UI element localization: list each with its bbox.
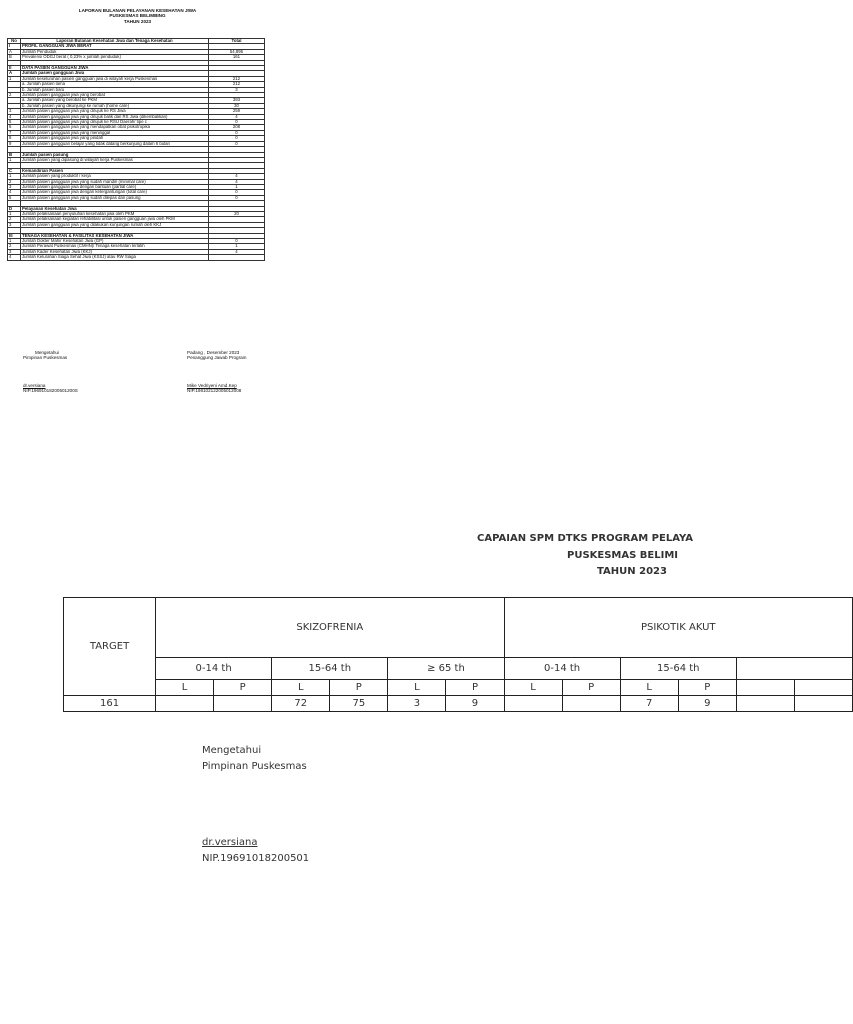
- report-row-label: Jumlah pasien gangguan jiwa yang sudah dilepas dari pasung: [21, 195, 209, 200]
- spm-sex: P: [678, 680, 736, 696]
- report-row-label: Jumlah Kader Kesehatan Jiwa (KKJ): [21, 249, 209, 254]
- report-row-no: 4: [8, 190, 21, 195]
- spm-age-band: 0-14 th: [156, 658, 272, 680]
- report-row-no: D: [8, 206, 21, 211]
- report-row-label: Jumlah pasien gangguan jiwa yang berobat: [21, 93, 209, 98]
- spm-value-empty: [794, 696, 852, 712]
- spm-value: [562, 696, 620, 712]
- report-row-label: Jumlah pelaksanaan kegiatan rehabilitasi untuk pasien gangguan jiwa oleh PKM: [21, 217, 209, 222]
- spm-age-band: 0-14 th: [504, 658, 620, 680]
- sign-right-nip: NIP.198102122005012008: [187, 388, 242, 394]
- report-sign-right: [187, 350, 247, 394]
- spm-sex-empty: [794, 680, 852, 696]
- report-row-total: 3: [209, 87, 265, 92]
- spm-sign-name: dr.versiana: [202, 837, 258, 848]
- spm-age-band-empty: [736, 658, 852, 680]
- report-row-total: 0: [209, 130, 265, 135]
- spm-value: [504, 696, 562, 712]
- spm-target-value: 161: [64, 696, 156, 712]
- spm-age-row: [64, 658, 853, 680]
- report-row-total: 393: [209, 98, 265, 103]
- report-row-no: 1: [8, 238, 21, 243]
- sign-left-line1: Mengetahui: [35, 350, 60, 355]
- spm-target-header: TARGET: [64, 598, 156, 696]
- report-row-total: 259: [209, 109, 265, 114]
- col-header-no: No: [8, 39, 21, 44]
- sign-left-name: dr.versiana: [23, 382, 46, 388]
- report-row-label: Kemandirian Pasien: [21, 168, 209, 173]
- report-row-no: 2: [8, 93, 21, 98]
- spm-value: [214, 696, 272, 712]
- report-row-total: 0: [209, 190, 265, 195]
- report-row-no: 3: [8, 249, 21, 254]
- spm-sex-row: [64, 680, 853, 696]
- spm-sex: P: [330, 680, 388, 696]
- report-row-label: Jumlah pasien gangguan belajar yang tidak datang berkunjung dalam 6 bulan: [21, 141, 209, 146]
- report-row-label: PROFIL GANGGUAN JIWA BERAT: [21, 44, 209, 49]
- report-row-total: 20: [209, 211, 265, 216]
- col-header-label: Laporan Bulanan Kesehatan Jiwa dan Tenaga Kesehatan: [21, 39, 209, 44]
- report-row-label: b. Jumlah pasien yang dikunjungi ke rumah (home care): [21, 103, 209, 108]
- spm-title-line-2: PUSKESMAS BELIMI: [567, 550, 679, 561]
- spm-sex: P: [446, 680, 504, 696]
- report-row-label: Jumlah pasien gangguan jiwa yang dirujuk ke RS Jiwa: [21, 109, 209, 114]
- report-row-no: B: [8, 152, 21, 157]
- report-row-label: Jumlah Perawat Puskesmas (CMHN)/ Tenaga kesehatan terlatih: [21, 244, 209, 249]
- spm-sex: L: [156, 680, 214, 696]
- spm-sex-empty: [736, 680, 794, 696]
- report-row-total: 208: [209, 125, 265, 130]
- report-row-total: 30: [209, 103, 265, 108]
- report-row-no: I: [8, 44, 21, 49]
- report-row-total: 0: [209, 238, 265, 243]
- report-sign-left: [23, 350, 78, 394]
- report-row-label: Jumlah pasien yang dipasung di wilayah kerja Puskesmas: [21, 157, 209, 162]
- report-row-label: Jumlah pasien gangguan jiwa yang sudah mandiri (minimal care): [21, 179, 209, 184]
- spm-value: [156, 696, 214, 712]
- spm-age-band: 15-64 th: [272, 658, 388, 680]
- report-row-label: Jumlah pasien gangguan Jiwa: [21, 71, 209, 76]
- report-row-label: Jumlah Penduduk: [21, 49, 209, 54]
- report-row-label: Jumlah pasien gangguan jiwa yang meninggal: [21, 130, 209, 135]
- spm-sex: L: [388, 680, 446, 696]
- report-row-label: Jumlah pasien gangguan jiwa yang mendapatkan obat psikotropika: [21, 125, 209, 130]
- report-row-no: 7: [8, 130, 21, 135]
- sign-right-name: Mike Vedriyeni Amd.Kep: [187, 382, 237, 388]
- report-row-no: 3: [8, 184, 21, 189]
- spm-value-empty: [736, 696, 794, 712]
- report-row-total: 1: [209, 244, 265, 249]
- report-row-label: Jumlah pasien gangguan jiwa yang dirujuk ke RSU Daerah/ tipe c: [21, 120, 209, 125]
- report-row-no: 3: [8, 222, 21, 227]
- report-row-total: 4: [209, 249, 265, 254]
- report-row-total: 0: [209, 195, 265, 200]
- spm-sign-line2: Pimpinan Puskesmas: [202, 761, 307, 772]
- report-row-total: 4: [209, 174, 265, 179]
- spm-group-psikotik-akut: PSIKOTIK AKUT: [504, 598, 852, 658]
- spm-value: 75: [330, 696, 388, 712]
- report-row-no: C: [8, 168, 21, 173]
- sign-right-line1: Padang , Desember 2023: [187, 350, 240, 355]
- report-row-no: 1: [8, 211, 21, 216]
- spm-sex: L: [272, 680, 330, 696]
- report-row-no: 1: [8, 157, 21, 162]
- spm-sex: P: [214, 680, 272, 696]
- report-row-label: DATA PASIEN GANGGUAN JIWA: [21, 66, 209, 71]
- report-row-total: 1: [209, 184, 265, 189]
- report-row-label: b. Jumlah pasien baru: [21, 87, 209, 92]
- spm-value: 9: [678, 696, 736, 712]
- sign-left-line2: Pimpinan Puskesmas: [23, 355, 68, 361]
- report-row-total: 4: [209, 114, 265, 119]
- report-row-no: A: [8, 71, 21, 76]
- report-row-label: a. Jumlah pasien yang berobat ke PKM: [21, 98, 209, 103]
- report-row-label: Jumlah pasien gangguan jiwa yang pindah: [21, 136, 209, 141]
- spm-sign: [202, 743, 309, 867]
- report-row-total: 212: [209, 76, 265, 81]
- spm-sex: L: [504, 680, 562, 696]
- spm-sex: L: [620, 680, 678, 696]
- spm-value: 72: [272, 696, 330, 712]
- sign-right-line2: Penanggung Jawab Program: [187, 355, 247, 361]
- report-title-line: LAPORAN BULANAN PELAYANAN KESEHATAN JIWA: [78, 8, 197, 13]
- report-row-label: Jumlah Dokter Mahir Kesehatan Jiwa (GP): [21, 238, 209, 243]
- report-row-label: Jumlah Kelurahan Siaga Sehat Jiwa (KSSJ) atau RW Siaga: [21, 255, 209, 260]
- report-row-label: Pelayanan Kesehatan Jiwa: [21, 206, 209, 211]
- report-row-label: a. Jumlah pasien lama: [21, 82, 209, 87]
- report-row-no: 3: [8, 109, 21, 114]
- report-row-label: Jumlah pasien pasung: [21, 152, 209, 157]
- report-row: [8, 255, 265, 260]
- report-row-no: 2: [8, 217, 21, 222]
- report-row-label: Jumlah pasien gangguan jiwa dengan ketergantungan (total care): [21, 190, 209, 195]
- report-row-total: 0: [209, 120, 265, 125]
- report-row-label: Jumlah pasien gangguan jiwa yang dirujuk balik dari RS Jiwa (dikembalikan): [21, 114, 209, 119]
- report-row-no: 5: [8, 195, 21, 200]
- report-row-no: 1: [8, 76, 21, 81]
- spm-value: 7: [620, 696, 678, 712]
- report-row-total: 0: [209, 136, 265, 141]
- spm-group-row: [64, 598, 853, 658]
- report-row-no: 2: [8, 179, 21, 184]
- report-row-no: 2: [8, 244, 21, 249]
- report-row-no: 6: [8, 125, 21, 130]
- report-row-no: II: [8, 66, 21, 71]
- report-row-total: 54,895: [209, 49, 265, 54]
- sign-left-nip: NIP.19691018200501200S: [23, 388, 78, 394]
- report-row-no: A: [8, 49, 21, 54]
- spm-age-band: ≥ 65 th: [388, 658, 504, 680]
- report-row-no: 5: [8, 120, 21, 125]
- report-row-total: 161: [209, 55, 265, 60]
- spm-title-line-3: TAHUN 2023: [597, 566, 667, 577]
- report-row-no: 9: [8, 141, 21, 146]
- report-row-total: [209, 255, 265, 260]
- report-row-label: Jumlah pasien gangguan jiwa yang dilakukan kunjungan rumah oleh KKJ: [21, 222, 209, 227]
- report-title-line: PUSKESMAS BELIMBING: [109, 13, 166, 19]
- spm-sign-line1: Mengetahui: [202, 745, 262, 756]
- report-row-label: Jumlah pelaksanaan penyuluhan kesehatan jiwa oleh PKM: [21, 211, 209, 216]
- report-row-no: 4: [8, 255, 21, 260]
- spm-title-line-1: CAPAIAN SPM DTKS PROGRAM PELAYA: [477, 533, 694, 544]
- spm-table: [63, 597, 853, 712]
- spm-value: 9: [446, 696, 504, 712]
- report-title: [60, 8, 215, 24]
- report-table: [7, 38, 265, 261]
- spm-age-band: 15-64 th: [620, 658, 736, 680]
- col-header-total: Total: [209, 39, 265, 44]
- report-row-total: 0: [209, 141, 265, 146]
- report-row-label: Jumlah pasien yang produktif / kerja: [21, 174, 209, 179]
- report-title-line: TAHUN 2023: [123, 18, 152, 24]
- spm-sex: P: [562, 680, 620, 696]
- report-row-label: TENAGA KESEHATAN & FASILITAS KESEHATAN JIWA: [21, 233, 209, 238]
- spm-table-clip: [63, 597, 716, 713]
- spm-value-row: [64, 696, 853, 712]
- spm-value: 3: [388, 696, 446, 712]
- report-row-label: Jumlah pasien gangguan jiwa dengan bantuan (partial care): [21, 184, 209, 189]
- report-row-no: III: [8, 233, 21, 238]
- report-row-total: 4: [209, 179, 265, 184]
- spm-sign-nip: NIP.19691018200501: [202, 853, 310, 864]
- report-row-total: 212: [209, 82, 265, 87]
- spm-group-skizofrenia: SKIZOFRENIA: [156, 598, 504, 658]
- report-row-no: 8: [8, 136, 21, 141]
- report-row-no: 4: [8, 114, 21, 119]
- report-row-no: B: [8, 55, 21, 60]
- report-row-label: Jumlah keseluruhan pasien gangguan jiwa di wilayah kerja Puskesmas: [21, 76, 209, 81]
- report-row-no: 1: [8, 174, 21, 179]
- report-row-label: Prevalensi ODGJ berat ( 0,23% x jumlah penduduk): [21, 55, 209, 60]
